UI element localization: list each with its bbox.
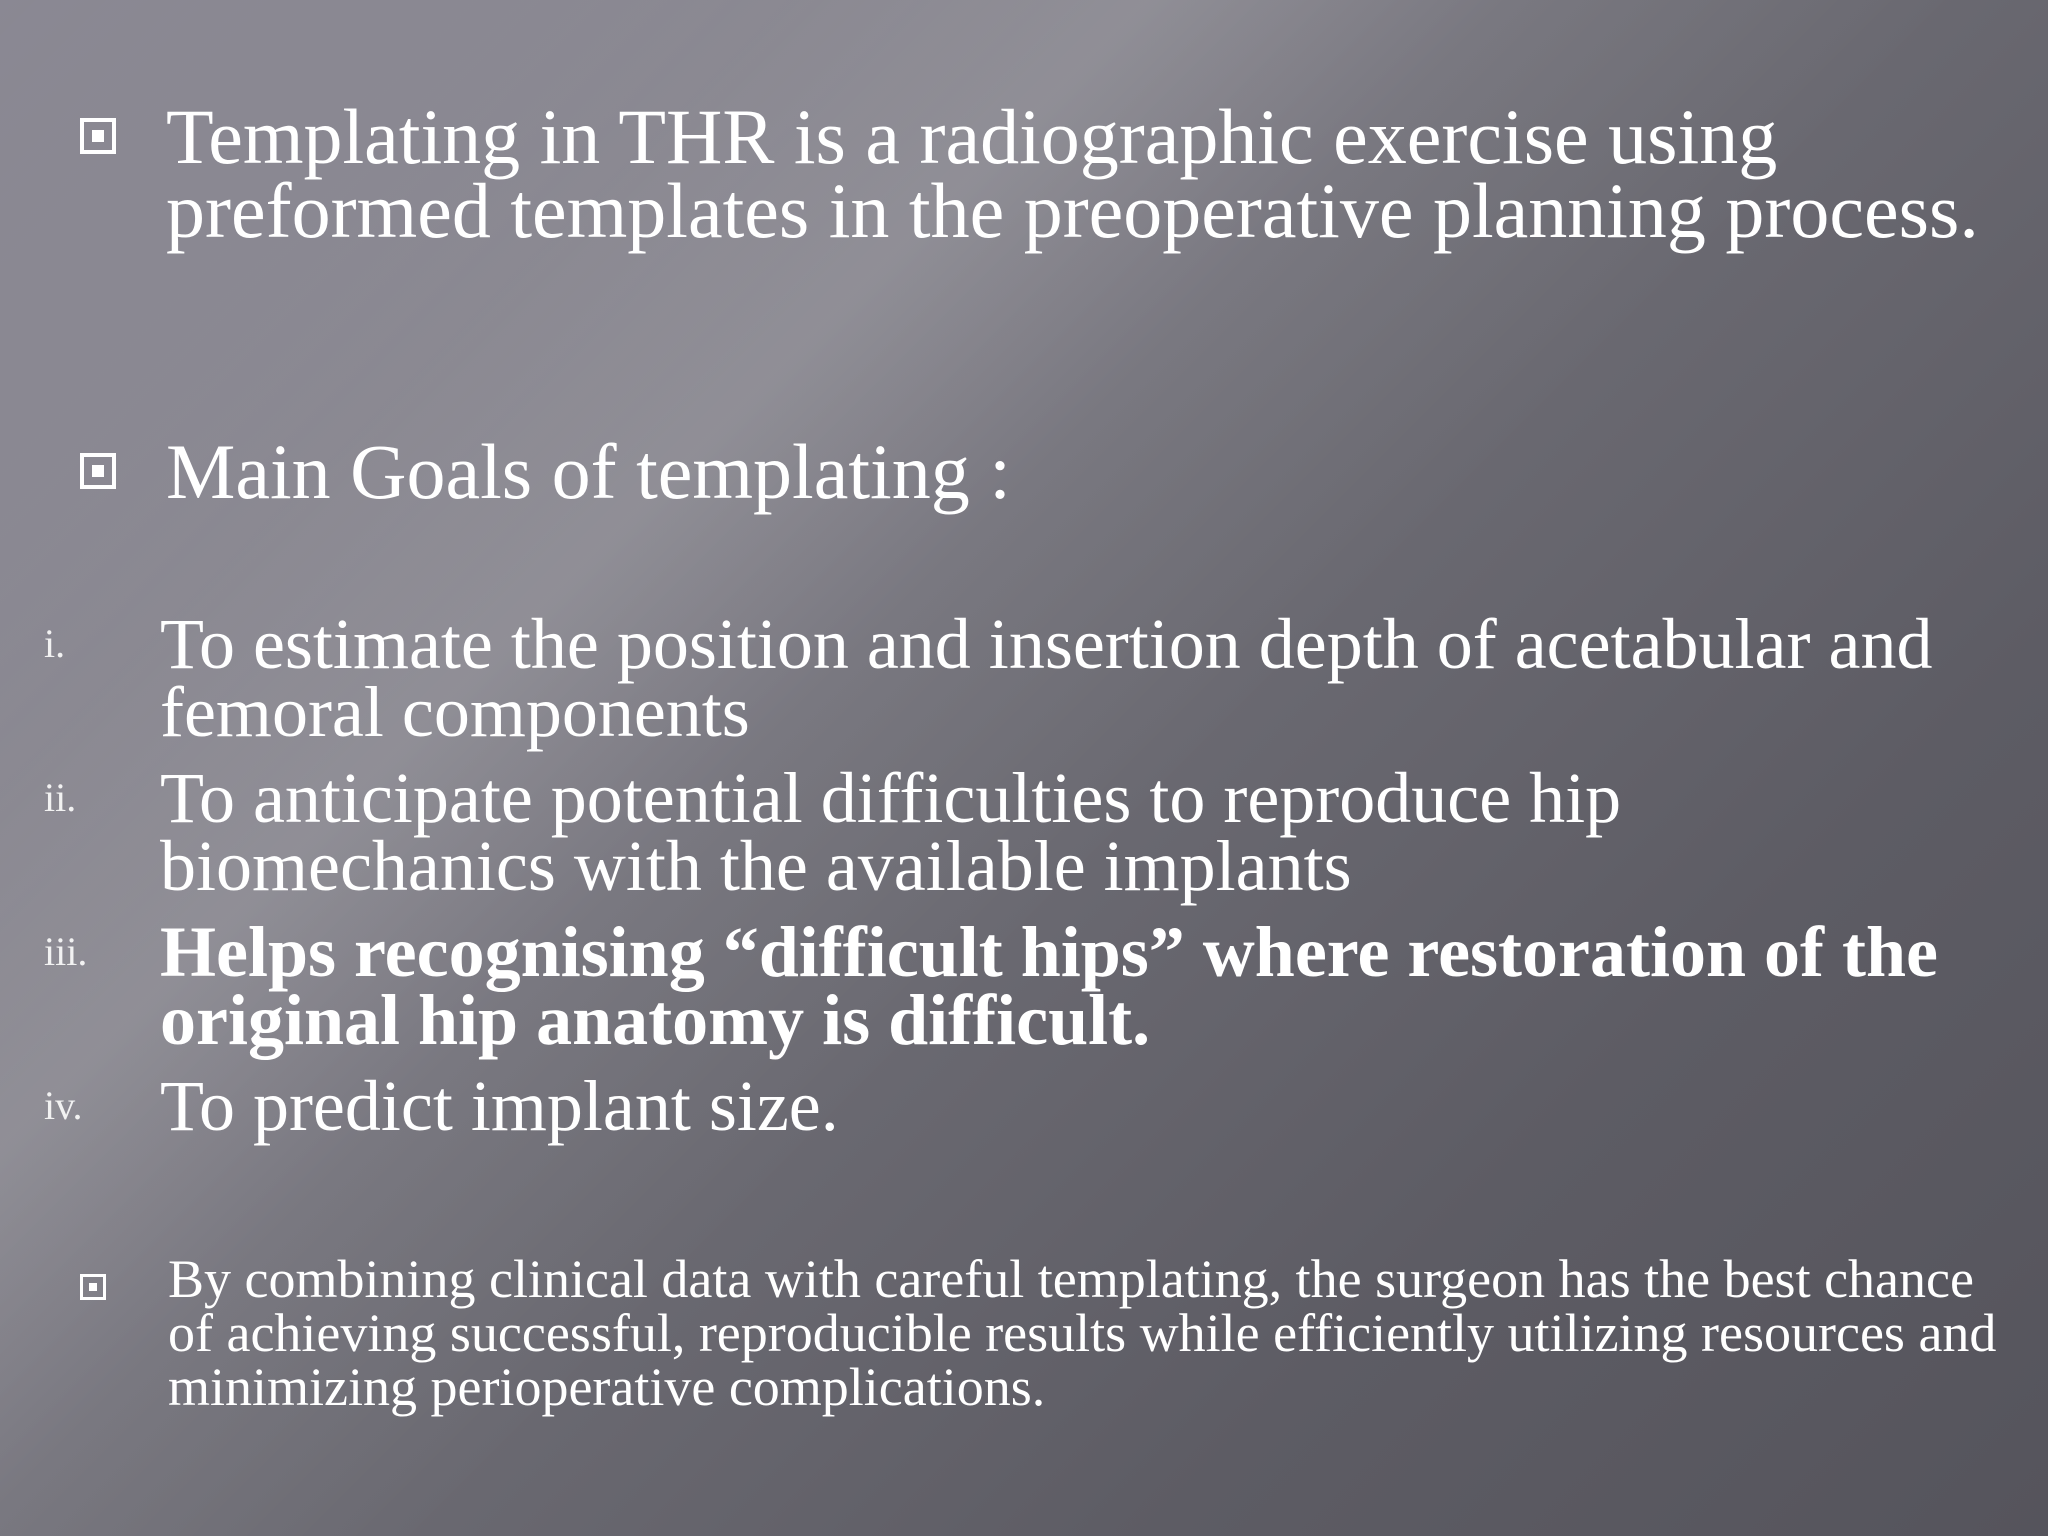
bullet-item-definition xyxy=(80,93,2000,254)
goal-numeral: ii. xyxy=(44,775,77,820)
square-bullet-icon xyxy=(80,1274,106,1300)
square-bullet-icon xyxy=(80,453,116,489)
goal-text: To estimate the position and insertion depth of acetabular and femoral components xyxy=(160,604,1933,752)
bullet-text-main-goals: Main Goals of templating : xyxy=(166,428,1011,515)
goal-text: To anticipate potential difficulties to reproduce hip biomechanics with the available implants xyxy=(160,758,1622,906)
goal-item-3 xyxy=(44,912,2034,1060)
bullet-item-conclusion xyxy=(80,1249,2000,1417)
bullet-text-definition: Templating in THR is a radiographic exercise using preformed templates in the preoperative planning process. xyxy=(166,93,1979,254)
goal-numeral: iii. xyxy=(44,929,88,974)
bullet-text-conclusion: By combining clinical data with careful templating, the surgeon has the best chance of achieving successful, reproducible results while efficiently utilizing resources and minimizing perioperative complications. xyxy=(168,1249,1997,1417)
goal-numeral: i. xyxy=(44,621,66,666)
goal-numeral: iv. xyxy=(44,1083,83,1128)
square-bullet-icon xyxy=(80,118,116,154)
bullet-item-main-goals xyxy=(80,428,2000,515)
goal-text: To predict implant size. xyxy=(160,1066,839,1146)
goal-item-4 xyxy=(44,1066,2034,1146)
goal-item-1 xyxy=(44,604,2034,752)
goal-item-2 xyxy=(44,758,2034,906)
goal-text: Helps recognising “difficult hips” where restoration of the original hip anatomy is difficult. xyxy=(160,912,1938,1060)
